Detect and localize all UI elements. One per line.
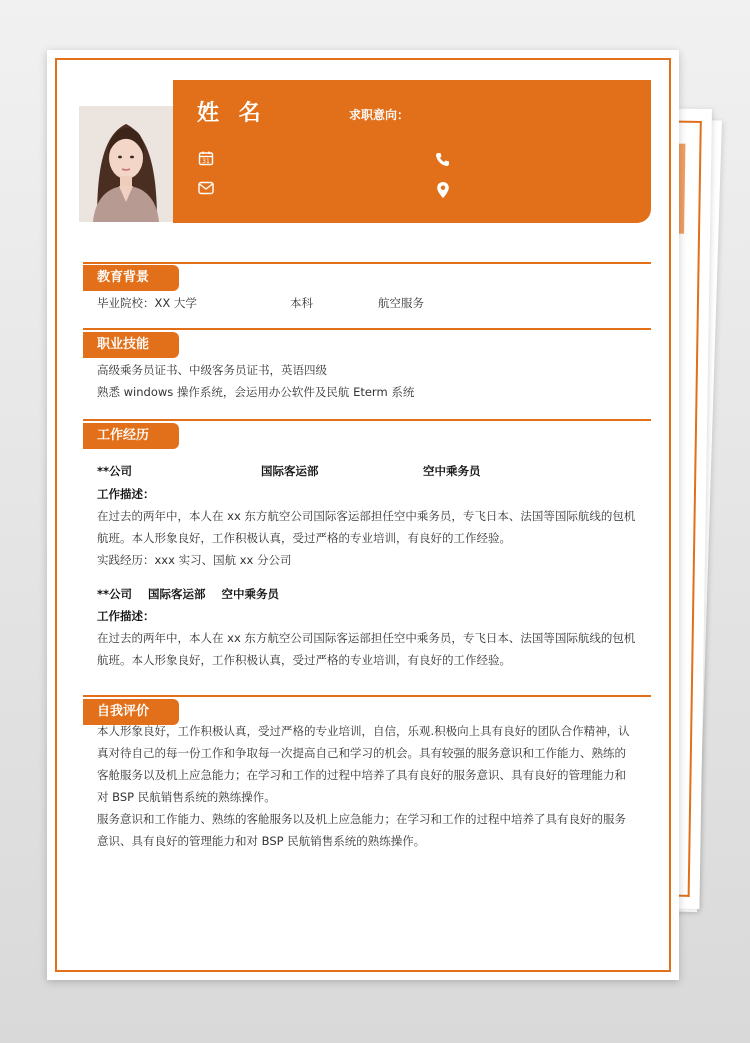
self-eval-line: 真对待自己的每一份工作和争取每一次提高自己和学习的机会。具有较强的服务意识和工作能力、熟练的 xyxy=(97,746,626,760)
location-pin-icon xyxy=(436,181,450,199)
calendar-icon xyxy=(198,150,214,166)
self-eval-line: 服务意识和工作能力、熟练的客舱服务以及机上应急能力；在学习和工作的过程中培养了具有良好的服务 xyxy=(97,812,626,826)
job2-header: **公司 国际客运部 空中乘务员 xyxy=(97,587,280,601)
job1-desc-line: 航班。本人形象良好，工作积极认真，受过严格的专业培训，有良好的工作经验。 xyxy=(97,531,511,545)
resume-page xyxy=(47,50,679,980)
job1-position: 空中乘务员 xyxy=(423,464,481,478)
education-major: 航空服务 xyxy=(378,296,424,310)
job-intent-label: 求职意向： xyxy=(349,108,410,122)
section-divider xyxy=(83,328,651,330)
education-school: 毕业院校：XX 大学 xyxy=(97,296,197,310)
self-eval-line: 意识、具有良好的管理能力和对 BSP 民航销售系统的熟练操作。 xyxy=(97,834,426,848)
self-eval-line: 客舱服务以及机上应急能力；在学习和工作的过程中培养了具有良好的服务意识、具有良好的管理能力和 xyxy=(97,768,626,782)
job1-department: 国际客运部 xyxy=(261,464,319,478)
job1-company: **公司 xyxy=(97,464,133,478)
skills-line: 高级乘务员证书、中级客务员证书，英语四级 xyxy=(97,363,327,377)
section-title-education: 教育背景 xyxy=(83,265,179,291)
job1-desc-label: 工作描述： xyxy=(97,487,155,501)
name: 姓 名 xyxy=(197,101,267,126)
section-divider xyxy=(83,419,651,421)
job1-desc-line: 在过去的两年中，本人在 xx 东方航空公司国际客运部担任空中乘务员，专飞日本、法国等国际航线的包机 xyxy=(97,509,636,523)
section-divider xyxy=(83,695,651,697)
job2-desc-label: 工作描述： xyxy=(97,609,155,623)
job2-desc-line: 在过去的两年中，本人在 xx 东方航空公司国际客运部担任空中乘务员，专飞日本、法国等国际航线的包机 xyxy=(97,631,636,645)
profile-photo xyxy=(79,106,173,222)
self-eval-line: 本人形象良好，工作积极认真，受过严格的专业培训，自信，乐观.积极向上具有良好的团队合作精神，认 xyxy=(97,724,630,738)
mail-icon xyxy=(198,181,214,195)
education-degree: 本科 xyxy=(290,296,313,310)
section-title-work: 工作经历 xyxy=(83,423,179,449)
job2-desc-line: 航班。本人形象良好，工作积极认真，受过严格的专业培训，有良好的工作经验。 xyxy=(97,653,511,667)
phone-icon xyxy=(435,152,450,167)
self-eval-line: 对 BSP 民航销售系统的熟练操作。 xyxy=(97,790,276,804)
skills-line: 熟悉 windows 操作系统，会运用办公软件及民航 Eterm 系统 xyxy=(97,385,415,399)
section-title-self-eval: 自我评价 xyxy=(83,699,179,725)
section-title-skills: 职业技能 xyxy=(83,332,179,358)
svg-text:31: 31 xyxy=(202,158,210,165)
header-bar xyxy=(173,80,651,223)
section-divider xyxy=(83,262,651,264)
job1-practice: 实践经历：xxx 实习、国航 xx 分公司 xyxy=(97,553,292,567)
